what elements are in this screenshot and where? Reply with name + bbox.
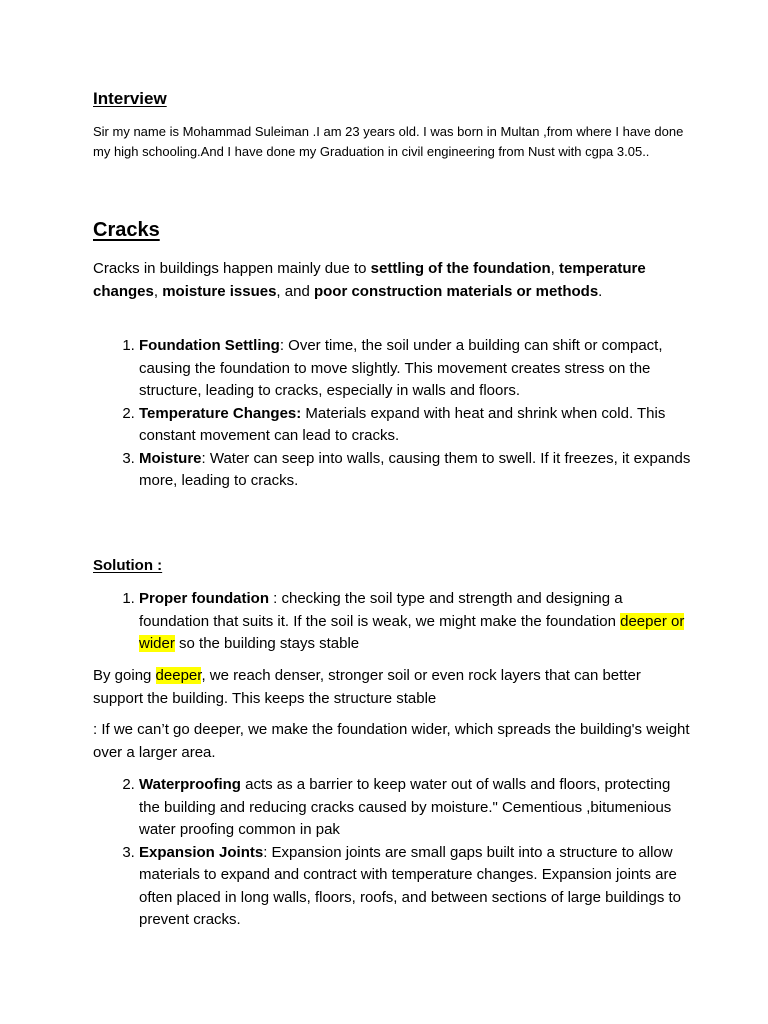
list-item: 1. Foundation Settling: Over time, the soil under a building can shift or compact, causing the foundation to move slightly. This movement creates stress on the structure, leading to cracks, especially in walls and floors. — [139, 335, 694, 403]
causes-list — [93, 335, 694, 493]
list-item: 2. Waterproofing acts as a barrier to keep water out of walls and floors, protecting the building and reducing cracks caused by moisture." Cementious ,bitumenious water proofing common in pak — [139, 774, 694, 842]
interview-heading: Interview — [93, 89, 167, 108]
cracks-heading: Cracks — [93, 219, 160, 241]
interview-paragraph: Sir my name is Mohammad Suleiman .I am 23 years old. I was born in Multan ,from where I have done my high schooling.And I have done my Graduation in civil engineering from Nust with cgpa 3.05.. — [93, 124, 684, 159]
cause-moisture-bold: moisture issues — [162, 282, 277, 300]
cause-materials-bold: poor construction materials or methods — [313, 282, 599, 300]
solution-heading: Solution : — [93, 557, 163, 574]
highlight-deeper: deeper — [155, 667, 202, 684]
list-item: 2. Temperature Changes: Materials expand with heat and shrink when cold. This constant movement can lead to cracks. — [139, 403, 694, 448]
cracks-intro-paragraph: Cracks in buildings happen mainly due to settling of the foundation, temperature changes, moisture issues, and poor construction materials or methods. — [93, 260, 646, 300]
wider-paragraph: : If we can’t go deeper, we make the foundation wider, which spreads the building's weight over a larger area. — [93, 721, 690, 761]
highlight-deeper-or-wider: deeper or wider — [139, 612, 685, 652]
list-item: 1. Proper foundation : checking the soil type and strength and designing a foundation that suits it. If the soil is weak, we might make the foundation deeper or wider so the building stays stable — [139, 588, 694, 656]
list-item: 3. Expansion Joints: Expansion joints are small gaps built into a structure to allow materials to expand and contract with temperature changes. Expansion joints are often placed in long walls, floors, roofs, and between sections of large buildings to prevent cracks. — [139, 842, 694, 932]
solution-list-second — [93, 774, 694, 932]
solution-list-first — [93, 588, 694, 656]
cause-foundation-bold: settling of the foundation — [370, 260, 551, 277]
deeper-paragraph: By going deeper, we reach denser, stronger soil or even rock layers that can better support the building. This keeps the structure stable — [93, 667, 641, 707]
cause-temperature-bold: temperature changes — [93, 260, 646, 300]
list-item: 3. Moisture: Water can seep into walls, causing them to swell. If it freezes, it expands more, leading to cracks. — [139, 448, 694, 493]
